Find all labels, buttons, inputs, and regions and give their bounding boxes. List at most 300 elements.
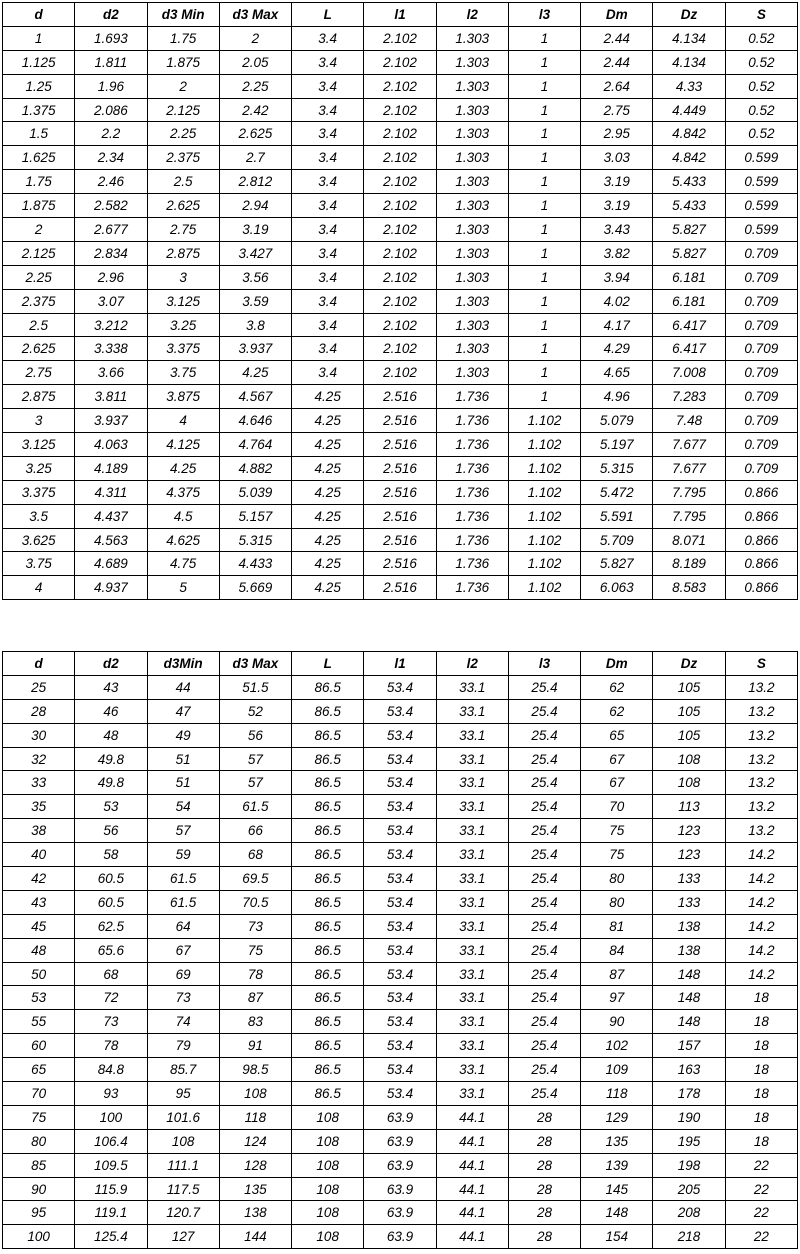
table-cell: 84.8 (75, 1058, 147, 1082)
table-cell: 4.25 (292, 385, 364, 409)
column-header: d (3, 3, 75, 27)
table-cell: 18 (725, 1034, 797, 1058)
table-cell: 7.008 (653, 361, 725, 385)
table-cell: 3 (3, 409, 75, 433)
table-cell: 108 (292, 1153, 364, 1177)
table-cell: 86.5 (292, 723, 364, 747)
table-row (3, 170, 798, 194)
table-cell: 13.2 (725, 819, 797, 843)
table-cell: 33.1 (436, 1010, 508, 1034)
table-cell: 1.625 (3, 146, 75, 170)
table-cell: 3.375 (3, 480, 75, 504)
table-cell: 84 (581, 938, 653, 962)
table-cell: 5 (147, 576, 219, 600)
table-cell: 2.102 (364, 146, 436, 170)
table-header-row (3, 652, 798, 676)
table-cell: 53.4 (364, 843, 436, 867)
table-cell: 63.9 (364, 1225, 436, 1249)
table-cell: 100 (75, 1105, 147, 1129)
table-cell: 108 (292, 1225, 364, 1249)
table-cell: 2.086 (75, 98, 147, 122)
table-cell: 90 (581, 1010, 653, 1034)
table-cell: 3.4 (292, 337, 364, 361)
table-cell: 138 (653, 914, 725, 938)
table-cell: 65.6 (75, 938, 147, 962)
table-cell: 57 (219, 771, 291, 795)
column-header: S (725, 652, 797, 676)
table-cell: 4 (147, 409, 219, 433)
table-cell: 1.5 (3, 122, 75, 146)
table-cell: 25.4 (508, 675, 580, 699)
table-cell: 1.875 (147, 50, 219, 74)
table-cell: 14.2 (725, 938, 797, 962)
table-cell: 145 (581, 1177, 653, 1201)
table-cell: 33.1 (436, 1058, 508, 1082)
table-cell: 63.9 (364, 1153, 436, 1177)
table-cell: 18 (725, 1082, 797, 1106)
table-cell: 57 (219, 747, 291, 771)
table-cell: 86.5 (292, 1058, 364, 1082)
table-cell: 113 (653, 795, 725, 819)
table-cell: 2.64 (581, 74, 653, 98)
table-cell: 83 (219, 1010, 291, 1034)
table-cell: 86.5 (292, 1082, 364, 1106)
column-header: l3 (508, 652, 580, 676)
table-cell: 3.75 (147, 361, 219, 385)
table-cell: 1 (508, 337, 580, 361)
table-cell: 0.599 (725, 194, 797, 218)
table-cell: 49.8 (75, 771, 147, 795)
table-cell: 1.303 (436, 265, 508, 289)
table-cell: 46 (75, 699, 147, 723)
table-cell: 4.563 (75, 528, 147, 552)
table-cell: 1.303 (436, 218, 508, 242)
table-cell: 86.5 (292, 747, 364, 771)
column-header: Dz (653, 652, 725, 676)
table-cell: 4.134 (653, 26, 725, 50)
table-cell: 1.303 (436, 361, 508, 385)
table-cell: 1.102 (508, 504, 580, 528)
table-cell: 22 (725, 1177, 797, 1201)
table-row (3, 74, 798, 98)
table-cell: 51 (147, 747, 219, 771)
table-cell: 86.5 (292, 699, 364, 723)
table-cell: 108 (292, 1105, 364, 1129)
table-row (3, 914, 798, 938)
table-cell: 8.583 (653, 576, 725, 600)
table-cell: 0.866 (725, 480, 797, 504)
table-cell: 53 (75, 795, 147, 819)
table-cell: 1 (508, 98, 580, 122)
table-cell: 7.677 (653, 433, 725, 457)
table-cell: 108 (147, 1129, 219, 1153)
table-cell: 75 (581, 819, 653, 843)
table-cell: 3.338 (75, 337, 147, 361)
table-cell: 5.827 (653, 218, 725, 242)
table-cell: 22 (725, 1201, 797, 1225)
table-cell: 86.5 (292, 986, 364, 1010)
table-cell: 4.5 (147, 504, 219, 528)
table-cell: 4.842 (653, 122, 725, 146)
table-cell: 86.5 (292, 867, 364, 891)
table-cell: 53.4 (364, 986, 436, 1010)
table-row (3, 26, 798, 50)
table-cell: 2.25 (3, 265, 75, 289)
table-cell: 44.1 (436, 1129, 508, 1153)
table-cell: 2.812 (219, 170, 291, 194)
table-cell: 1.96 (75, 74, 147, 98)
table-cell: 69 (147, 962, 219, 986)
table-cell: 1 (508, 26, 580, 50)
table-cell: 108 (292, 1201, 364, 1225)
table-cell: 0.599 (725, 170, 797, 194)
table-cell: 1 (508, 74, 580, 98)
table-cell: 127 (147, 1225, 219, 1249)
table-cell: 49.8 (75, 747, 147, 771)
table-cell: 61.5 (147, 890, 219, 914)
table-cell: 2.516 (364, 385, 436, 409)
table-cell: 73 (75, 1010, 147, 1034)
table-cell: 2.102 (364, 26, 436, 50)
table-cell: 2.102 (364, 265, 436, 289)
table-cell: 108 (653, 771, 725, 795)
table-cell: 18 (725, 1105, 797, 1129)
table-cell: 117.5 (147, 1177, 219, 1201)
table-cell: 2.5 (147, 170, 219, 194)
table-cell: 53.4 (364, 1082, 436, 1106)
table-cell: 47 (147, 699, 219, 723)
column-header: d2 (75, 3, 147, 27)
table-row (3, 433, 798, 457)
column-header: L (292, 652, 364, 676)
table-cell: 44.1 (436, 1225, 508, 1249)
table-cell: 2 (147, 74, 219, 98)
table-cell: 2.516 (364, 504, 436, 528)
table-cell: 2.125 (147, 98, 219, 122)
table-cell: 1.102 (508, 528, 580, 552)
table-cell: 1 (508, 218, 580, 242)
table-cell: 3.94 (581, 265, 653, 289)
table-row (3, 843, 798, 867)
table-cell: 2.516 (364, 576, 436, 600)
table-cell: 2.375 (3, 289, 75, 313)
table-cell: 4.33 (653, 74, 725, 98)
table-row (3, 528, 798, 552)
table-cell: 2 (3, 218, 75, 242)
table-cell: 14.2 (725, 867, 797, 891)
table-cell: 2.5 (3, 313, 75, 337)
table-cell: 14.2 (725, 962, 797, 986)
table-cell: 3.4 (292, 313, 364, 337)
table-cell: 4.764 (219, 433, 291, 457)
table-row (3, 1177, 798, 1201)
table-cell: 0.709 (725, 337, 797, 361)
table-row (3, 456, 798, 480)
table-cell: 1 (508, 289, 580, 313)
table-cell: 14.2 (725, 890, 797, 914)
table-cell: 86.5 (292, 914, 364, 938)
table-cell: 48 (3, 938, 75, 962)
table-cell: 108 (292, 1177, 364, 1201)
table-cell: 28 (508, 1129, 580, 1153)
table-row (3, 1010, 798, 1034)
table-cell: 35 (3, 795, 75, 819)
table-cell: 25.4 (508, 986, 580, 1010)
table-cell: 101.6 (147, 1105, 219, 1129)
table-cell: 4.882 (219, 456, 291, 480)
table-cell: 120.7 (147, 1201, 219, 1225)
table-cell: 5.433 (653, 170, 725, 194)
table-cell: 2.516 (364, 480, 436, 504)
table-cell: 44.1 (436, 1201, 508, 1225)
table-cell: 1.736 (436, 409, 508, 433)
table-cell: 4.65 (581, 361, 653, 385)
table-cell: 28 (508, 1225, 580, 1249)
table-cell: 4.134 (653, 50, 725, 74)
table-cell: 2.102 (364, 218, 436, 242)
table-cell: 33.1 (436, 962, 508, 986)
table-cell: 3.19 (581, 194, 653, 218)
table-cell: 4.25 (147, 456, 219, 480)
table-cell: 195 (653, 1129, 725, 1153)
table-cell: 33.1 (436, 819, 508, 843)
table-cell: 25.4 (508, 747, 580, 771)
table-cell: 2.516 (364, 409, 436, 433)
table-cell: 22 (725, 1225, 797, 1249)
table-cell: 80 (581, 867, 653, 891)
table-cell: 25.4 (508, 962, 580, 986)
table-cell: 91 (219, 1034, 291, 1058)
table-row (3, 1201, 798, 1225)
table-cell: 33.1 (436, 1082, 508, 1106)
table-cell: 1.102 (508, 576, 580, 600)
table-cell: 70.5 (219, 890, 291, 914)
table-cell: 4.25 (292, 528, 364, 552)
table-cell: 2.102 (364, 241, 436, 265)
table-cell: 3.125 (147, 289, 219, 313)
table-cell: 53.4 (364, 675, 436, 699)
table-cell: 25.4 (508, 819, 580, 843)
table-cell: 7.48 (653, 409, 725, 433)
table-row (3, 194, 798, 218)
table-cell: 2.516 (364, 433, 436, 457)
table-row (3, 122, 798, 146)
table-cell: 68 (75, 962, 147, 986)
table-cell: 86.5 (292, 843, 364, 867)
column-header: d3 Max (219, 3, 291, 27)
table-cell: 86.5 (292, 819, 364, 843)
table-cell: 8.189 (653, 552, 725, 576)
table-cell: 0.709 (725, 433, 797, 457)
table-cell: 4.063 (75, 433, 147, 457)
table-cell: 109.5 (75, 1153, 147, 1177)
table-cell: 1.736 (436, 528, 508, 552)
table-cell: 14.2 (725, 914, 797, 938)
table-cell: 1.303 (436, 122, 508, 146)
table-cell: 25.4 (508, 1034, 580, 1058)
table-row (3, 1082, 798, 1106)
table-cell: 2.677 (75, 218, 147, 242)
table-cell: 1 (508, 385, 580, 409)
table-cell: 0.866 (725, 552, 797, 576)
column-header: l2 (436, 652, 508, 676)
table-cell: 3.19 (219, 218, 291, 242)
table-cell: 40 (3, 843, 75, 867)
table-cell: 2.2 (75, 122, 147, 146)
table-cell: 3.4 (292, 218, 364, 242)
table-cell: 81 (581, 914, 653, 938)
column-header: d (3, 652, 75, 676)
table-cell: 13.2 (725, 723, 797, 747)
table-cell: 2.05 (219, 50, 291, 74)
table-cell: 123 (653, 819, 725, 843)
table-cell: 0.599 (725, 146, 797, 170)
table-cell: 198 (653, 1153, 725, 1177)
table-cell: 0.709 (725, 313, 797, 337)
table-row (3, 890, 798, 914)
table-cell: 0.52 (725, 98, 797, 122)
table-cell: 25.4 (508, 1058, 580, 1082)
table-cell: 2.102 (364, 194, 436, 218)
table-cell: 118 (219, 1105, 291, 1129)
table-cell: 53 (3, 986, 75, 1010)
table-cell: 2.625 (219, 122, 291, 146)
table-cell: 3.4 (292, 146, 364, 170)
table-cell: 0.709 (725, 241, 797, 265)
table-cell: 133 (653, 890, 725, 914)
table-cell: 0.866 (725, 504, 797, 528)
table-cell: 178 (653, 1082, 725, 1106)
table-cell: 55 (3, 1010, 75, 1034)
table-cell: 102 (581, 1034, 653, 1058)
table-row (3, 1129, 798, 1153)
table-cell: 54 (147, 795, 219, 819)
table-cell: 1.303 (436, 50, 508, 74)
table-cell: 2.102 (364, 98, 436, 122)
table-cell: 4.842 (653, 146, 725, 170)
table-cell: 5.591 (581, 504, 653, 528)
table-cell: 1.736 (436, 480, 508, 504)
table-cell: 4.375 (147, 480, 219, 504)
table-cell: 106.4 (75, 1129, 147, 1153)
table-cell: 66 (219, 819, 291, 843)
table-cell: 3.4 (292, 265, 364, 289)
table-cell: 4.25 (292, 576, 364, 600)
table-row (3, 361, 798, 385)
table-cell: 86.5 (292, 675, 364, 699)
table-cell: 2.875 (147, 241, 219, 265)
table-cell: 86.5 (292, 962, 364, 986)
column-header: S (725, 3, 797, 27)
table-cell: 2.102 (364, 361, 436, 385)
table-cell: 105 (653, 675, 725, 699)
table-cell: 63.9 (364, 1177, 436, 1201)
table-cell: 1.75 (147, 26, 219, 50)
table-cell: 53.4 (364, 747, 436, 771)
table-cell: 1 (508, 361, 580, 385)
table-cell: 53.4 (364, 819, 436, 843)
table-cell: 80 (581, 890, 653, 914)
table-cell: 2.75 (3, 361, 75, 385)
table-cell: 33.1 (436, 699, 508, 723)
table-cell: 3.4 (292, 361, 364, 385)
table-cell: 3.4 (292, 122, 364, 146)
table-cell: 3.4 (292, 289, 364, 313)
table-cell: 18 (725, 986, 797, 1010)
table-cell: 50 (3, 962, 75, 986)
table-cell: 1.736 (436, 552, 508, 576)
table-cell: 1.25 (3, 74, 75, 98)
table-row (3, 723, 798, 747)
table-cell: 48 (75, 723, 147, 747)
table-cell: 75 (3, 1105, 75, 1129)
table-cell: 25.4 (508, 843, 580, 867)
table-cell: 139 (581, 1153, 653, 1177)
table-cell: 2.102 (364, 50, 436, 74)
table-cell: 85 (3, 1153, 75, 1177)
table-cell: 87 (581, 962, 653, 986)
table-cell: 79 (147, 1034, 219, 1058)
table-cell: 119.1 (75, 1201, 147, 1225)
table-cell: 1.303 (436, 146, 508, 170)
column-header: d2 (75, 652, 147, 676)
table-cell: 108 (219, 1082, 291, 1106)
table-cell: 73 (219, 914, 291, 938)
table-cell: 86.5 (292, 771, 364, 795)
table-row (3, 504, 798, 528)
table-cell: 5.472 (581, 480, 653, 504)
table-cell: 93 (75, 1082, 147, 1106)
table-cell: 1.736 (436, 456, 508, 480)
table-cell: 2.94 (219, 194, 291, 218)
table-cell: 56 (219, 723, 291, 747)
table-cell: 4.29 (581, 337, 653, 361)
table-cell: 135 (581, 1129, 653, 1153)
table-cell: 25.4 (508, 890, 580, 914)
table-cell: 3.4 (292, 74, 364, 98)
table-cell: 97 (581, 986, 653, 1010)
table-cell: 1.303 (436, 313, 508, 337)
table-cell: 2.834 (75, 241, 147, 265)
table-cell: 2.44 (581, 26, 653, 50)
table-cell: 3.375 (147, 337, 219, 361)
table-cell: 2.625 (3, 337, 75, 361)
table-cell: 44 (147, 675, 219, 699)
table-cell: 33 (3, 771, 75, 795)
table-cell: 2.46 (75, 170, 147, 194)
table-cell: 33.1 (436, 723, 508, 747)
table-cell: 53.4 (364, 867, 436, 891)
table-cell: 100 (3, 1225, 75, 1249)
table-cell: 42 (3, 867, 75, 891)
table-cell: 65 (581, 723, 653, 747)
table-cell: 68 (219, 843, 291, 867)
table-cell: 75 (219, 938, 291, 962)
table-cell: 0.599 (725, 218, 797, 242)
table-row (3, 699, 798, 723)
table-cell: 4.449 (653, 98, 725, 122)
table-cell: 1 (508, 265, 580, 289)
table-row (3, 337, 798, 361)
table-cell: 4.689 (75, 552, 147, 576)
table-row (3, 289, 798, 313)
table-cell: 5.157 (219, 504, 291, 528)
table-cell: 2.102 (364, 122, 436, 146)
table-cell: 33.1 (436, 1034, 508, 1058)
table-cell: 14.2 (725, 843, 797, 867)
table-row (3, 265, 798, 289)
table-cell: 86.5 (292, 1010, 364, 1034)
